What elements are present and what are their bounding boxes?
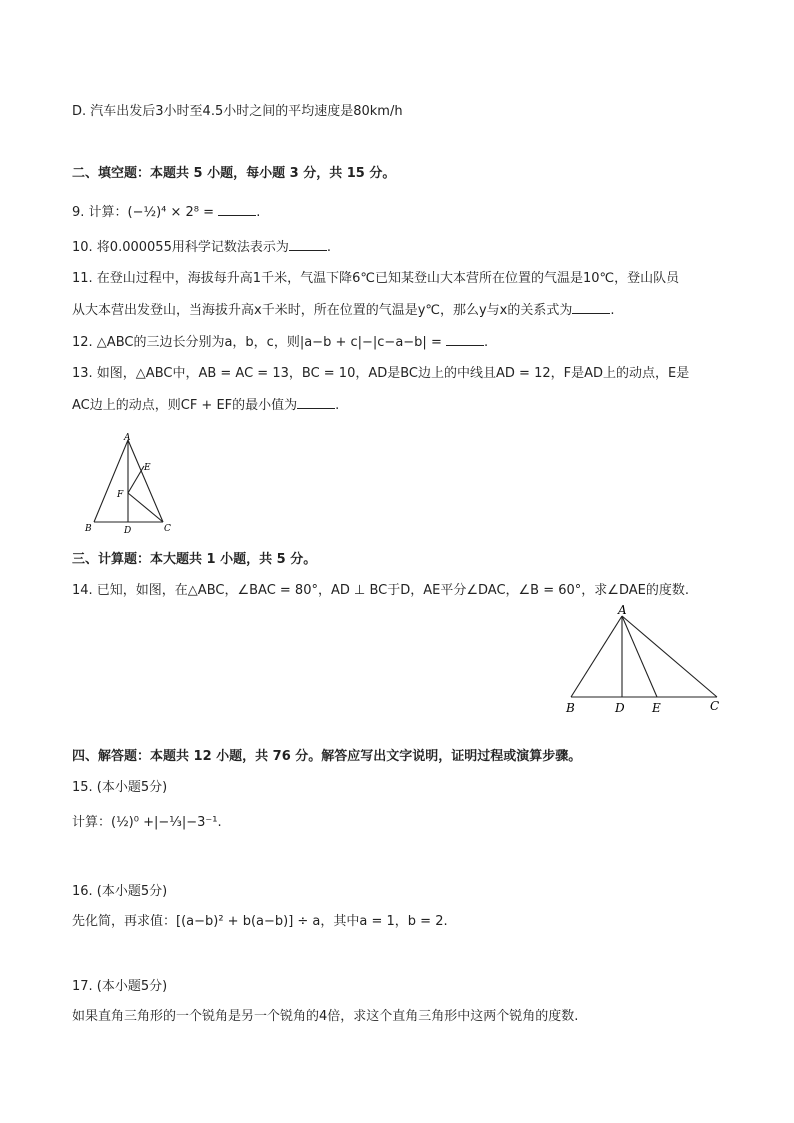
question-15-label: 15. (本小题5分)	[72, 780, 168, 795]
segment-fc	[128, 493, 163, 522]
answer-blank	[572, 301, 610, 314]
answer-blank	[297, 396, 335, 409]
question-16-label: 16. (本小题5分)	[72, 884, 168, 899]
label-e: E	[652, 701, 661, 715]
edge-ab	[571, 616, 622, 697]
question-9-text: 9. 计算：(−½)⁴ × 2⁸ =	[72, 205, 219, 220]
section-2-heading: 二、填空题：本题共 5 小题，每小题 3 分，共 15 分。	[72, 166, 396, 181]
question-13-line-1: 13. 如图，△ABC中，AB = AC = 13，BC = 10，AD是BC边上的中线且AD = 12，F是AD上的动点，E是	[72, 366, 690, 381]
edge-ac	[622, 616, 717, 697]
label-e: E	[144, 463, 151, 473]
label-d: D	[124, 526, 132, 536]
label-c: C	[164, 524, 171, 534]
question-16-body: 先化简，再求值：[(a−b)² + b(a−b)] ÷ a，其中a = 1，b = 2.	[72, 914, 448, 929]
edge-ac	[128, 440, 163, 522]
label-c: C	[710, 699, 720, 713]
answer-blank	[446, 333, 484, 346]
label-a: A	[124, 433, 131, 443]
section-3-heading: 三、计算题：本大题共 1 小题，共 5 分。	[72, 552, 317, 567]
question-17-label: 17. (本小题5分)	[72, 979, 168, 994]
figure-13-triangle	[80, 430, 180, 536]
question-17-body: 如果直角三角形的一个锐角是另一个锐角的4倍，求这个直角三角形中这两个锐角的度数.	[72, 1009, 579, 1024]
answer-blank	[218, 203, 256, 216]
question-11-line-1: 11. 在登山过程中，海拔每升高1千米，气温下降6℃已知某登山大本营所在位置的气温是10℃，登山队员	[72, 271, 680, 286]
label-b: B	[85, 524, 92, 534]
label-b: B	[566, 701, 575, 715]
option-d: D. 汽车出发后3小时至4.5小时之间的平均速度是80km/h	[72, 104, 403, 119]
question-10-text: 10. 将0.000055用科学记数法表示为	[72, 240, 289, 255]
section-4-heading: 四、解答题：本题共 12 小题，共 76 分。解答应写出文字说明，证明过程或演算步骤。	[72, 749, 582, 764]
question-10: 10. 将0.000055用科学记数法表示为 .	[72, 240, 331, 255]
question-14: 14. 已知，如图，在△ABC，∠BAC = 80°，AD ⊥ BC于D，AE平分∠DAC，∠B = 60°，求∠DAE的度数.	[72, 583, 689, 598]
label-a: A	[618, 603, 627, 617]
label-f: F	[117, 490, 124, 500]
figure-14-triangle	[560, 602, 730, 720]
segment-ae	[622, 616, 657, 697]
question-15-body: 计算：(½)⁰ +|−⅓|−3⁻¹.	[72, 815, 222, 830]
question-13-line-2: AC边上的动点，则CF + EF的最小值为 .	[72, 398, 340, 413]
edge-ab	[94, 440, 128, 522]
question-12: 12. △ABC的三边长分别为a，b，c，则|a−b + c|−|c−a−b| = .	[72, 335, 489, 350]
label-d: D	[615, 701, 625, 715]
answer-blank	[289, 238, 327, 251]
question-9: 9. 计算：(−½)⁴ × 2⁸ = .	[72, 205, 261, 220]
question-11-line-2: 从大本营出发登山，当海拔升高x千米时，所在位置的气温是y℃，那么y与x的关系式为 .	[72, 303, 615, 318]
segment-fe	[128, 466, 144, 493]
